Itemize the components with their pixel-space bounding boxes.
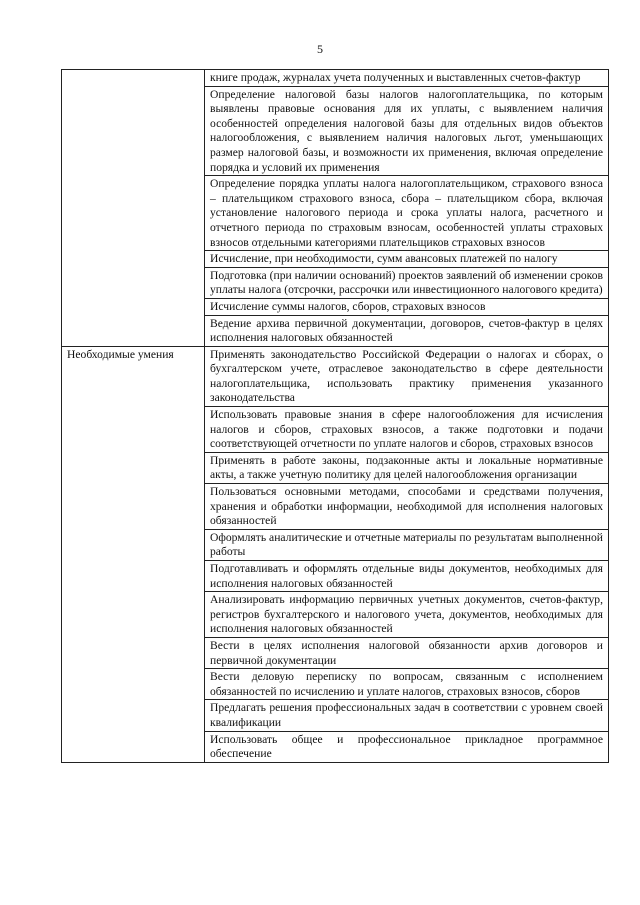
skill-item: Предлагать решения профессиональных задач в соответствии с уровнем своей квалификации — [205, 700, 609, 731]
page-number: 5 — [317, 42, 323, 56]
competency-table-body — [62, 70, 609, 763]
skill-item: Оформлять аналитические и отчетные материалы по результатам выполненной работы — [205, 529, 609, 560]
skill-item: Применять законодательство Российской Федерации о налогах и сборах, о бухгалтерском учете, отраслевое законодательство в сфере деятельности налогоплательщика, использовать практику применения указанного законодательства — [205, 346, 609, 406]
skills-label: Необходимые умения — [62, 346, 205, 762]
skill-item: Подготавливать и оформлять отдельные виды документов, необходимых для исполнения налоговых обязанностей — [205, 561, 609, 592]
knowledge-item: Определение порядка уплаты налога налогоплательщиком, страхового взноса – плательщиком страхового взноса, сбора – плательщиком сбора, включая установление налогового периода и срока уплаты налога, расчетного и отчетного периода по страховым взносам, особенностей уплаты страховых взносов отдельными категориями плательщиков страховых взносов — [205, 176, 609, 251]
knowledge-item: Исчисление суммы налогов, сборов, страховых взносов — [205, 298, 609, 315]
skill-item: Анализировать информацию первичных учетных документов, счетов-фактур, регистров бухгалтерского и налогового учета, документов, необходимых для исполнения налоговых обязанностей — [205, 592, 609, 638]
knowledge-row — [62, 70, 609, 87]
skill-item: Вести деловую переписку по вопросам, связанным с исполнением обязанностей по исчислению и уплате налогов, страховых взносов, сборов — [205, 669, 609, 700]
competency-table — [61, 69, 609, 763]
skill-row — [62, 346, 609, 406]
skill-item: Использовать общее и профессиональное прикладное программное обеспечение — [205, 731, 609, 762]
skill-item: Использовать правовые знания в сфере налогообложения для исчисления налогов и сборов, страховых взносов, а также подготовки и подачи соответствующей отчетности по уплате налогов и сборов, страховых взносов — [205, 407, 609, 453]
knowledge-item: Подготовка (при наличии оснований) проектов заявлений об изменении сроков уплаты налога (отсрочки, рассрочки или инвестиционного налогового кредита) — [205, 267, 609, 298]
knowledge-item: Определение налоговой базы налогов налогоплательщика, по которым выявлены правовые основания для их уплаты, с выявлением наличия особенностей определения налоговой базы для отдельных видов объектов налогообложения, с выявлением наличия налоговых льгот, уменьшающих размер налоговой базы, и возможности их применения, включая определение порядка и условий их применения — [205, 86, 609, 176]
skill-item: Пользоваться основными методами, способами и средствами получения, хранения и обработки информации, необходимой для исполнения налоговых обязанностей — [205, 484, 609, 530]
knowledge-item: Исчисление, при необходимости, сумм авансовых платежей по налогу — [205, 251, 609, 268]
knowledge-label-cell — [62, 70, 205, 347]
skill-item: Вести в целях исполнения налоговой обязанности архив договоров и первичной документации — [205, 637, 609, 668]
knowledge-item: книге продаж, журналах учета полученных и выставленных счетов-фактур — [205, 70, 609, 87]
skill-item: Применять в работе законы, подзаконные акты и локальные нормативные акты, а также учетную политику для целей налогообложения организации — [205, 452, 609, 483]
knowledge-item: Ведение архива первичной документации, договоров, счетов-фактур в целях исполнения налоговых обязанностей — [205, 315, 609, 346]
